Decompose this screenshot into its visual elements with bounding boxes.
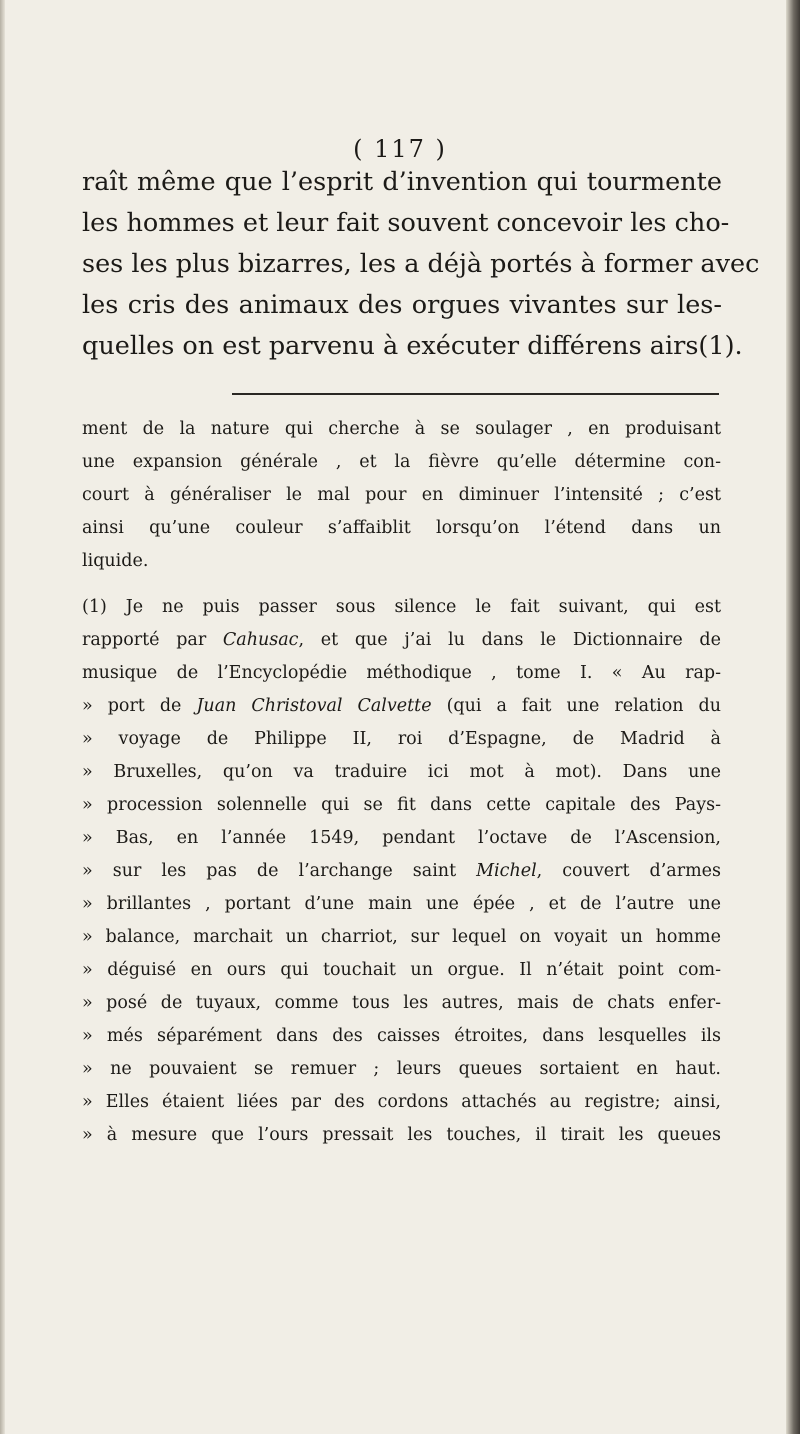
- author-name-cahusac: Cahusac: [222, 630, 299, 650]
- footnote-text: » balance, marchait un charriot, sur lequel on voyait un homme: [82, 927, 721, 947]
- footnote-text: , et que j’ai lu dans le Dictionnaire de: [298, 630, 721, 650]
- footnote-text: » voyage de Philippe II, roi d’Espagne, de Madrid à: [82, 729, 721, 749]
- page-edge-left: [0, 0, 5, 1434]
- footnote-text: » més séparément dans des caisses étroites, dans lesquelles ils: [82, 1026, 721, 1046]
- footnote-line: [82, 594, 721, 620]
- main-text-line: quelles on est parvenu à exécuter différens airs(1).: [82, 331, 743, 361]
- footnote-text: , couvert d’armes: [536, 861, 721, 881]
- footnote-text: (qui a fait une relation du: [431, 696, 722, 716]
- footnote-line: ainsi qu’une couleur s’affaiblit lorsqu’on l’étend dans un: [82, 518, 721, 538]
- footnote-line: [82, 627, 721, 653]
- main-text-line: raît même que l’esprit d’invention qui tourmente: [82, 167, 722, 197]
- author-name-calvette: Juan Christoval Calvette: [196, 696, 432, 716]
- footnote-text: » sur les pas de l’archange saint: [82, 861, 477, 881]
- footnote-line: ment de la nature qui cherche à se soulager , en produisant: [82, 419, 721, 439]
- footnote-text: rapporté par: [82, 630, 223, 650]
- footnote-line: [82, 1089, 721, 1115]
- footnote-text: » déguisé en ours qui touchait un orgue. Il n’était point com-: [82, 960, 721, 980]
- footnote-line: [82, 759, 721, 785]
- footnote-text: » ne pouvaient se remuer ; leurs queues sortaient en haut.: [82, 1059, 721, 1079]
- footnote-line: liquide.: [82, 551, 149, 571]
- footnote-line: [82, 1023, 721, 1049]
- footnote-line: [82, 924, 721, 950]
- footnote-text: » Bas, en l’année 1549, pendant l’octave de l’Ascension,: [82, 828, 721, 848]
- footnote-line: une expansion générale , et la fièvre qu’elle détermine con-: [82, 452, 721, 472]
- footnote-line: [82, 693, 721, 719]
- footnote-line: court à généraliser le mal pour en diminuer l’intensité ; c’est: [82, 485, 721, 505]
- footnote-text: » brillantes , portant d’une main une épée , et de l’autre une: [82, 894, 721, 914]
- footnote-line: [82, 660, 721, 686]
- page-number: ( 117 ): [353, 135, 447, 163]
- footnote-text: » à mesure que l’ours pressait les touches, il tirait les queues: [82, 1125, 721, 1145]
- footnote-separator-rule: [232, 393, 719, 395]
- footnote-text: » posé de tuyaux, comme tous les autres, mais de chats enfer-: [82, 993, 721, 1013]
- main-text-line: les cris des animaux des orgues vivantes sur les-: [82, 290, 722, 320]
- main-text-line: les hommes et leur fait souvent concevoir les cho-: [82, 208, 730, 238]
- footnote-line: [82, 1122, 721, 1148]
- footnote-text: (1) Je ne puis passer sous silence le fait suivant, qui est: [82, 597, 721, 617]
- page-edge-right: [786, 0, 800, 1434]
- footnote-line: [82, 990, 721, 1016]
- footnote-line: [82, 825, 721, 851]
- footnote-text: » Bruxelles, qu’on va traduire ici mot à mot). Dans une: [82, 762, 721, 782]
- footnote-line: [82, 792, 721, 818]
- footnote-line: [82, 891, 721, 917]
- footnote-text: » Elles étaient liées par des cordons attachés au registre; ainsi,: [82, 1092, 721, 1112]
- footnote-line: [82, 858, 721, 884]
- footnote-text: musique de l’Encyclopédie méthodique , tome I. « Au rap-: [82, 663, 721, 683]
- main-text-line: ses les plus bizarres, les a déjà portés à former avec: [82, 249, 760, 279]
- footnote-line: [82, 1056, 721, 1082]
- footnote-text: » procession solennelle qui se fit dans cette capitale des Pays-: [82, 795, 721, 815]
- footnote-text: » port de: [82, 696, 197, 716]
- footnote-line: [82, 957, 721, 983]
- footnote-line: [82, 726, 721, 752]
- saint-name-michel: Michel: [476, 861, 537, 881]
